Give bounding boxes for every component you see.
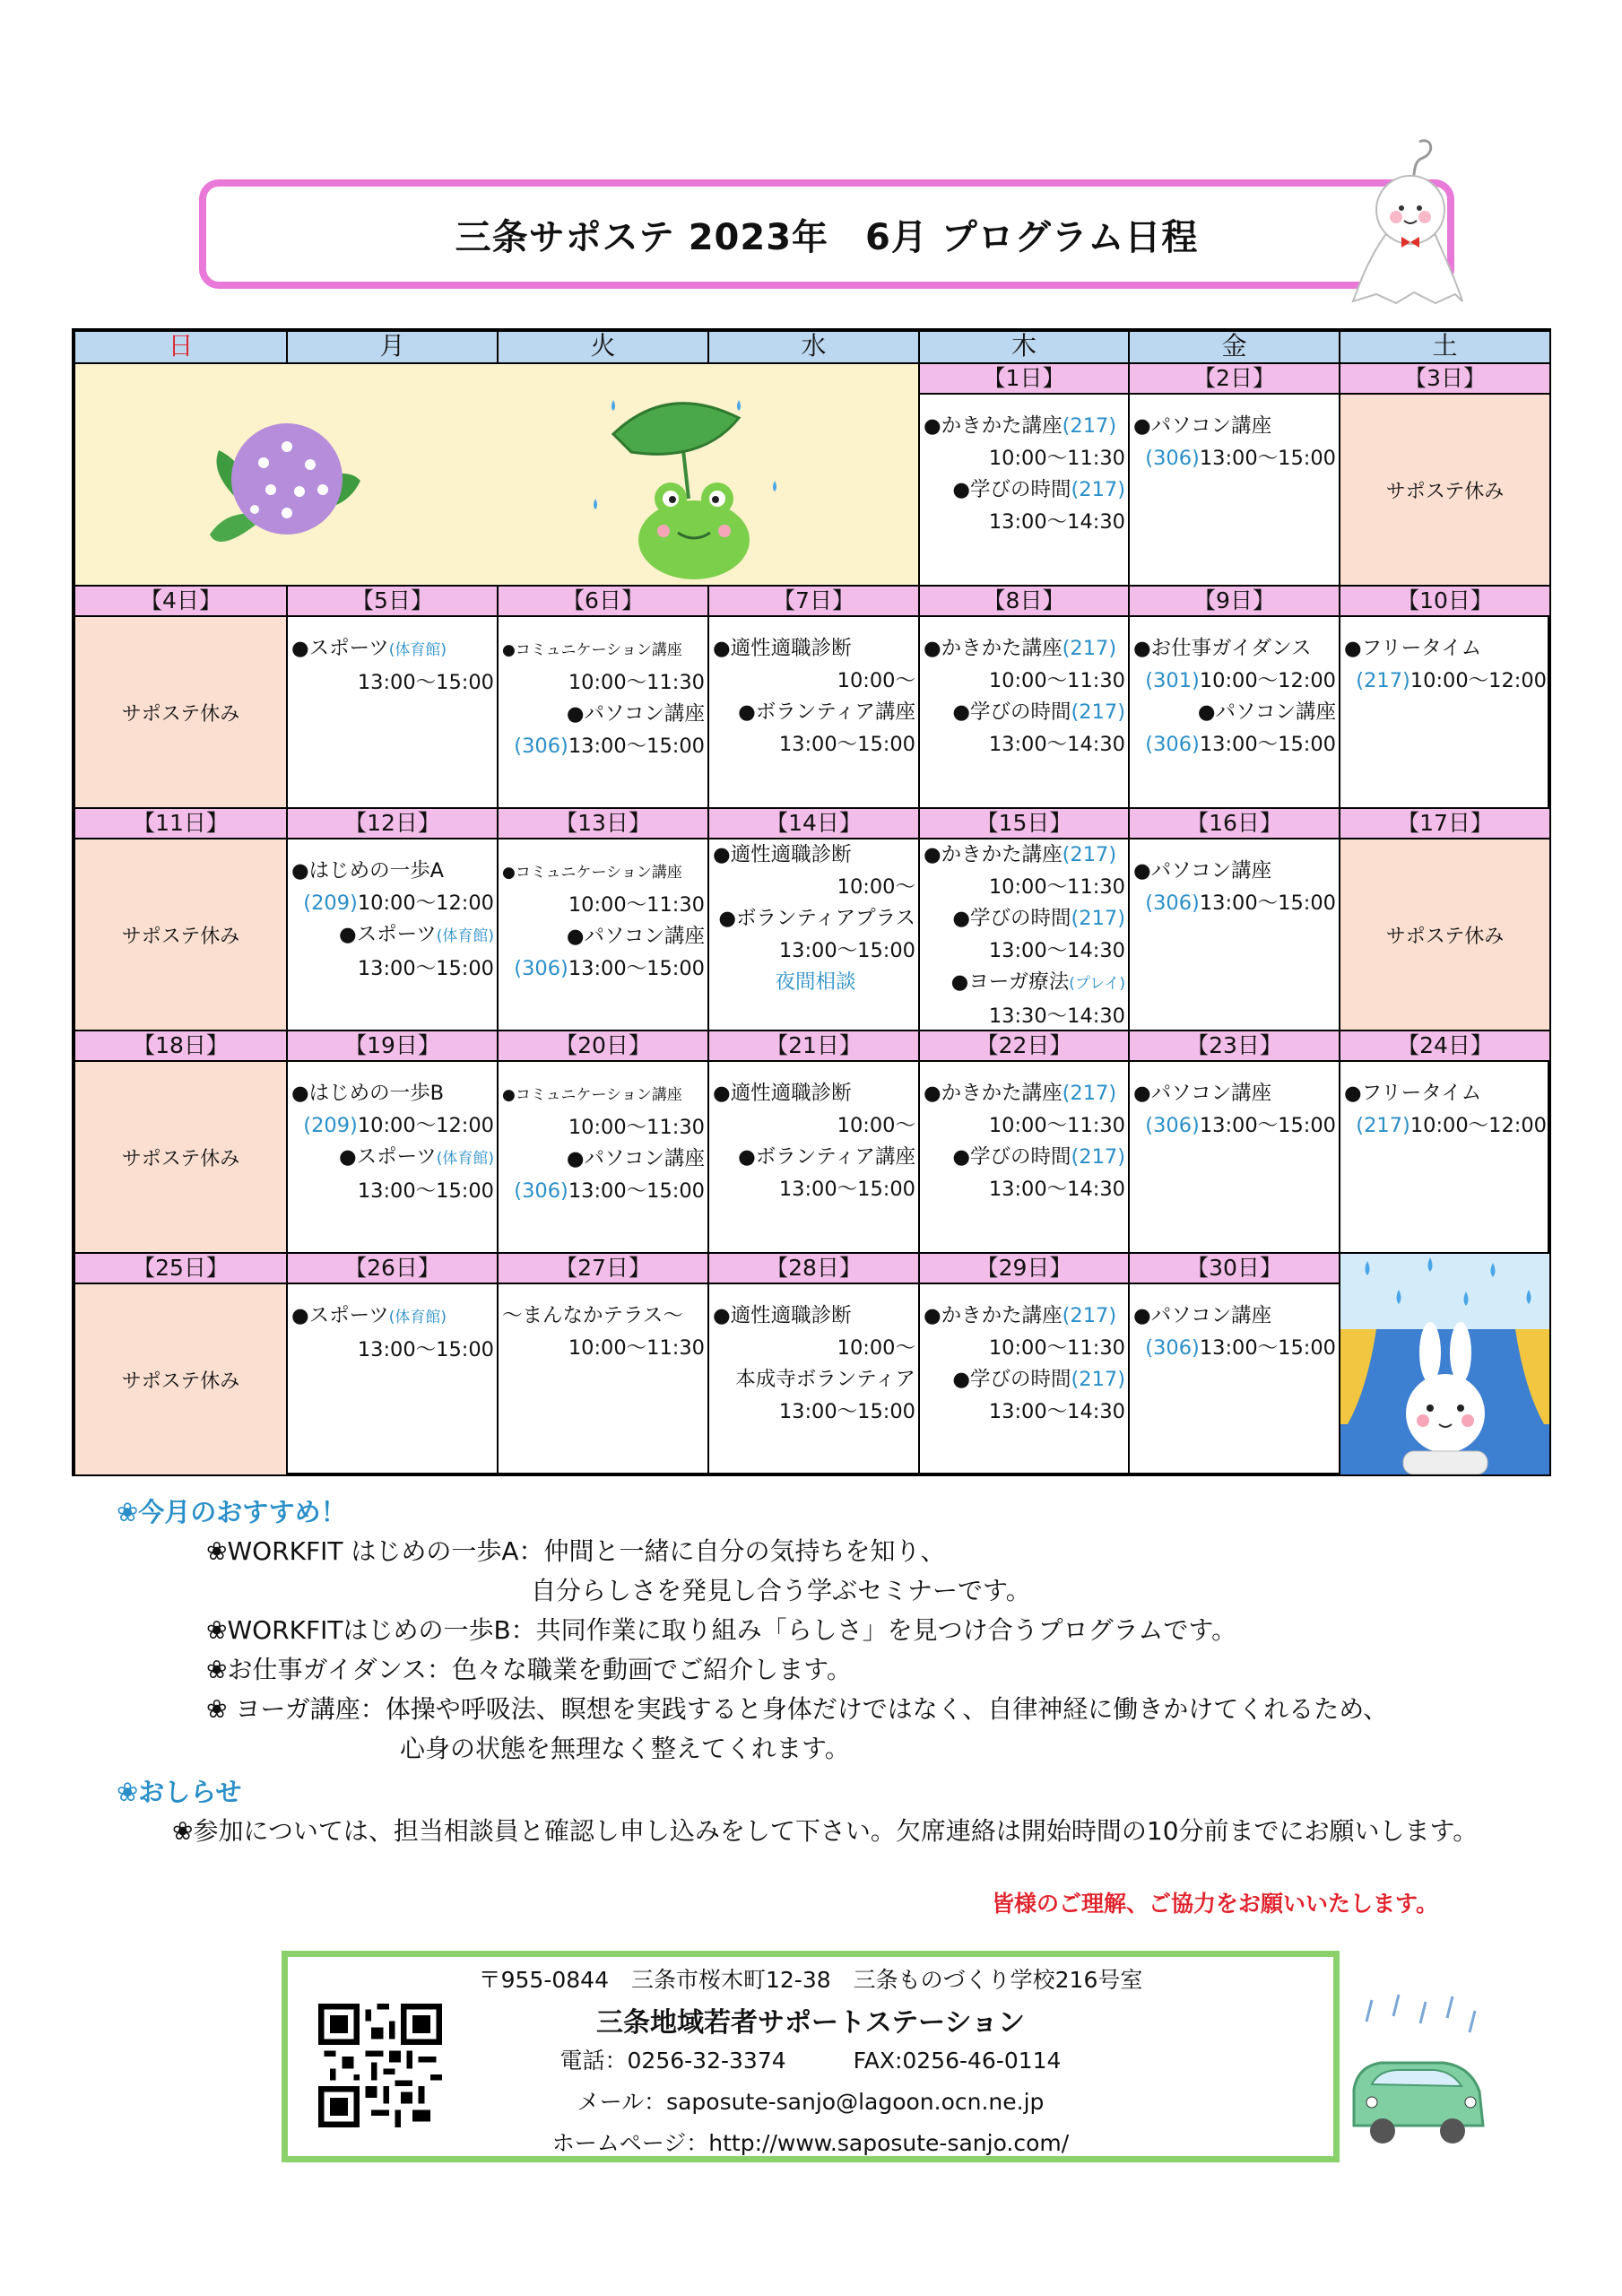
room-label: (プレイ): [1069, 975, 1125, 993]
room-label: (306): [514, 956, 568, 980]
event-line: [499, 1078, 707, 1112]
room-label: (217): [1071, 1368, 1125, 1391]
day-events: [920, 1284, 1130, 1476]
event-line: [499, 890, 707, 922]
event-text: ●ボランティア講座: [738, 1145, 915, 1169]
weekday-header: 金: [1130, 332, 1340, 364]
date-label: 【5日】: [288, 587, 499, 617]
day-events: [1340, 617, 1551, 809]
event-text: 13:00～14:30: [988, 1399, 1125, 1423]
event-line: [1340, 1110, 1549, 1143]
room-label: (体育館): [388, 641, 447, 659]
day-events: [920, 617, 1130, 809]
hydrangea-icon: [210, 423, 360, 542]
footer-phone: 電話：0256-32-3374 FAX:0256-46-0114: [559, 2048, 1062, 2074]
event-line: [920, 411, 1128, 443]
day-events: [1130, 839, 1340, 1031]
footer-mail[interactable]: メール：saposute-sanjo@lagoon.ocn.ne.jp: [577, 2089, 1045, 2115]
weekday-header: 水: [709, 332, 920, 364]
event-text: 13:00～14:30: [988, 1177, 1125, 1201]
event-line: [1130, 1300, 1339, 1333]
closed-label: サポステ休み: [121, 925, 240, 948]
event-line: [920, 1333, 1128, 1365]
event-text: ●パソコン講座: [1133, 414, 1272, 438]
event-text: ●コミュニケーション講座: [502, 864, 682, 882]
date-label: 【19日】: [288, 1031, 499, 1062]
closed-day: [75, 839, 288, 1031]
event-line: [920, 633, 1128, 665]
event-text: ●コミュニケーション講座: [502, 641, 682, 659]
event-text: 10:00～12:00: [357, 1113, 494, 1137]
contact-footer: [282, 1951, 1340, 2162]
event-line: [709, 1174, 918, 1206]
event-line: [288, 1300, 497, 1335]
date-label: 【2日】: [1130, 364, 1340, 395]
event-text: ～まんなかテラス～: [502, 1304, 683, 1327]
footer-address: 〒955-0844 三条市桜木町12-38 三条ものづくり学校216号室: [478, 1967, 1143, 1993]
event-text: 10:00～11:30: [568, 670, 705, 694]
room-label: (217): [1356, 1113, 1410, 1137]
event-line: [709, 872, 918, 904]
day-events: [499, 1062, 709, 1254]
event-text: ●コミュニケーション講座: [502, 1086, 682, 1104]
date-label: 【12日】: [288, 809, 499, 839]
closed-label: サポステ休み: [121, 1147, 240, 1170]
day-events: [1130, 617, 1340, 809]
day-events: [709, 839, 920, 1031]
event-line: [499, 856, 707, 890]
day-events: [288, 839, 499, 1031]
event-line: [709, 729, 918, 761]
event-line: [920, 1001, 1128, 1032]
date-label: 【16日】: [1130, 809, 1340, 839]
footer-web[interactable]: ホームページ：http://www.saposute-sanjo.com/: [551, 2130, 1070, 2156]
day-events: [1130, 1062, 1340, 1254]
event-line: [1130, 856, 1339, 888]
qr-code[interactable]: [318, 2004, 442, 2127]
event-line: [709, 1300, 918, 1333]
event-line: [920, 1396, 1128, 1429]
event-line: [1130, 443, 1339, 475]
event-text: 13:00～15:00: [357, 1178, 494, 1203]
event-text: 10:00～: [837, 668, 915, 692]
event-text: 13:00～15:00: [357, 1337, 494, 1361]
day-events: [1130, 395, 1340, 587]
event-line: [499, 953, 707, 986]
event-line: [920, 1174, 1128, 1206]
event-line: [499, 731, 707, 763]
event-line: [920, 1078, 1128, 1110]
event-line: [288, 1078, 497, 1110]
event-line: [709, 1110, 918, 1143]
event-line: [499, 1333, 707, 1365]
event-line: [1130, 411, 1339, 443]
event-text: 13:30～14:30: [988, 1004, 1125, 1028]
date-label: 【28日】: [709, 1254, 920, 1284]
date-label: 【9日】: [1130, 587, 1340, 617]
date-label: 【11日】: [75, 809, 288, 839]
event-line: [1340, 665, 1549, 698]
event-text: ●スポーツ: [291, 1304, 389, 1327]
footer-org: 三条地域若者サポートステーション: [596, 2007, 1025, 2039]
event-text: 13:00～14:30: [988, 938, 1125, 962]
event-line: [1130, 665, 1339, 698]
weekday-header: 木: [920, 332, 1130, 364]
event-text: 10:00～11:30: [568, 1335, 705, 1360]
frog-umbrella-icon: [594, 400, 776, 579]
date-label: 【1日】: [920, 364, 1130, 395]
event-text: 13:00～15:00: [568, 734, 705, 758]
event-line: [499, 699, 707, 731]
day-events: [288, 617, 499, 809]
event-text: 10:00～12:00: [357, 891, 494, 915]
day-events: [288, 1062, 499, 1254]
event-text: 13:00～15:00: [568, 1178, 705, 1203]
recommend-line-6: 心身の状態を無理なく整えてくれます。: [400, 1734, 850, 1763]
recommend-line-3: ❀WORKFITはじめの一歩B：共同作業に取り組み「らしさ」を見つけ合うプログラムです。: [206, 1615, 1237, 1645]
event-line: [499, 633, 707, 667]
event-text: ●かきかた講座: [924, 1304, 1063, 1327]
room-label: (306): [1145, 891, 1200, 915]
event-text: 13:00～15:00: [778, 1177, 915, 1201]
thanks-text: 皆様のご理解、ご協力をお願いいたします。: [992, 1891, 1439, 1917]
room-label: (217): [1062, 1304, 1117, 1327]
event-text: ●パソコン講座: [1133, 859, 1272, 883]
event-line: [288, 856, 497, 888]
event-text: ●かきかた講座: [924, 1082, 1063, 1105]
event-line: [920, 903, 1128, 935]
date-label: 【18日】: [75, 1031, 288, 1062]
event-text: 本成寺ボランティア: [735, 1368, 915, 1391]
event-text: ●ボランティアプラス: [718, 907, 915, 930]
event-text: ●学びの時間: [952, 1145, 1071, 1169]
event-line: [288, 633, 497, 667]
event-line: [1130, 1078, 1339, 1110]
event-line: [920, 839, 1128, 872]
room-label: (306): [1145, 1113, 1200, 1137]
event-text: 13:00～15:00: [568, 956, 705, 980]
day-events: [1340, 1062, 1551, 1254]
day-events: [920, 1062, 1130, 1254]
room-label: (217): [1071, 1145, 1125, 1169]
event-text: ●かきかた講座: [924, 414, 1063, 438]
date-label: 【21日】: [709, 1031, 920, 1062]
event-line: [1340, 633, 1549, 665]
event-line: [920, 697, 1128, 729]
event-text: 13:00～15:00: [1199, 1113, 1336, 1137]
event-line: [1130, 729, 1339, 761]
event-line: [709, 1364, 918, 1396]
day-events: [920, 839, 1130, 1031]
event-text: ●学びの時間: [952, 478, 1071, 501]
event-text: ●はじめの一歩A: [291, 859, 445, 883]
date-label: 【14日】: [709, 809, 920, 839]
event-line: [1130, 888, 1339, 920]
event-text: 10:00～11:30: [988, 1113, 1125, 1137]
closed-day: [75, 1062, 288, 1254]
event-text: 10:00～11:30: [988, 1335, 1125, 1360]
rabbit-window-panel: [1340, 1254, 1551, 1476]
room-label: (体育館): [436, 927, 494, 945]
event-line: [709, 665, 918, 698]
date-label: 【8日】: [920, 587, 1130, 617]
event-text: 13:00～15:00: [357, 670, 494, 694]
notice-heading: ❀おしらせ: [117, 1777, 242, 1807]
event-text: ●適性適職診断: [713, 1304, 852, 1327]
event-text: ●パソコン講座: [566, 702, 705, 726]
weekday-header: 土: [1340, 332, 1551, 364]
event-text: ●フリータイム: [1344, 1082, 1482, 1105]
event-line: [709, 839, 918, 872]
date-label: 【29日】: [920, 1254, 1130, 1284]
event-line: [1340, 1078, 1549, 1110]
event-text: ●パソコン講座: [1133, 1082, 1272, 1105]
closed-day: [75, 1284, 288, 1476]
event-line: [709, 935, 918, 968]
event-line: [920, 1142, 1128, 1174]
car-rain-icon: [1336, 1991, 1488, 2148]
room-label: (306): [1145, 446, 1200, 470]
event-text: ●スポーツ: [339, 923, 437, 946]
event-text: 10:00～11:30: [568, 892, 705, 917]
room-label: (217): [1356, 668, 1410, 692]
event-text: ●適性適職診断: [713, 843, 852, 866]
event-line: [920, 967, 1128, 1001]
event-line: [709, 1142, 918, 1174]
event-line: [709, 633, 918, 665]
event-text: 13:00～14:30: [988, 509, 1125, 534]
event-line: [920, 507, 1128, 539]
event-text: ●適性適職診断: [713, 637, 852, 660]
day-events: [499, 1284, 709, 1476]
recommend-line-5: ❀ ヨーガ講座：体操や呼吸法、瞑想を実践すると身体だけではなく、自律神経に働きかけてくれるため、: [206, 1694, 1389, 1724]
event-text: ●ヨーガ療法: [950, 970, 1070, 994]
event-line: [920, 935, 1128, 968]
event-text: ●フリータイム: [1344, 637, 1482, 660]
event-text: ●学びの時間: [952, 907, 1071, 930]
event-text: ●パソコン講座: [566, 925, 705, 948]
closed-label: サポステ休み: [1385, 480, 1505, 503]
room-label: (306): [1145, 732, 1200, 756]
date-label: 【15日】: [920, 809, 1130, 839]
room-label: (217): [1062, 414, 1117, 438]
event-line: [709, 697, 918, 729]
event-text: 10:00～11:30: [988, 668, 1125, 692]
event-text: 13:00～14:30: [988, 732, 1125, 756]
date-label: 【7日】: [709, 587, 920, 617]
event-line: [709, 967, 918, 999]
event-text: ●パソコン講座: [566, 1147, 705, 1170]
event-line: [709, 1333, 918, 1365]
date-label: 【13日】: [499, 809, 709, 839]
event-line: [920, 1110, 1128, 1143]
event-line: [288, 888, 497, 920]
date-label: 【20日】: [499, 1031, 709, 1062]
closed-label: サポステ休み: [1385, 925, 1505, 948]
recommend-line-1: ❀WORKFIT はじめの一歩A：仲間と一緒に自分の気持ちを知り、: [206, 1536, 946, 1566]
event-text: ●パソコン講座: [1197, 700, 1336, 724]
event-text: ●かきかた講座: [924, 843, 1063, 866]
event-line: [288, 1176, 497, 1208]
day-events: [709, 1062, 920, 1254]
date-label: 【30日】: [1130, 1254, 1340, 1284]
room-label: (217): [1071, 700, 1125, 724]
room-label: (306): [514, 734, 568, 758]
event-line: [288, 919, 497, 953]
event-line: [288, 1335, 497, 1367]
room-label: (301): [1145, 668, 1200, 692]
date-label: 【25日】: [75, 1254, 288, 1284]
date-label: 【6日】: [499, 587, 709, 617]
room-label: (217): [1062, 1082, 1117, 1105]
room-label: (217): [1062, 637, 1117, 660]
date-label: 【22日】: [920, 1031, 1130, 1062]
event-text: 10:00～11:30: [568, 1115, 705, 1139]
event-line: [288, 1142, 497, 1176]
event-text: ●スポーツ: [339, 1145, 437, 1169]
date-label: 【26日】: [288, 1254, 499, 1284]
event-line: [920, 665, 1128, 698]
event-text: 10:00～11:30: [988, 874, 1125, 899]
weekday-header: 日: [75, 332, 288, 364]
room-label: (306): [514, 1178, 568, 1203]
weekday-header: 月: [288, 332, 499, 364]
room-label: (体育館): [388, 1309, 447, 1326]
event-line: [709, 1078, 918, 1110]
closed-label: サポステ休み: [121, 1370, 240, 1393]
event-text: ●パソコン講座: [1133, 1304, 1272, 1327]
day-events: [499, 617, 709, 809]
event-text: ●お仕事ガイダンス: [1133, 637, 1312, 660]
room-label: 夜間相談: [775, 970, 856, 994]
event-line: [1130, 697, 1339, 729]
closed-label: サポステ休み: [121, 702, 240, 726]
day-events: [709, 617, 920, 809]
event-text: 10:00～: [837, 1113, 915, 1137]
recommend-line-2: 自分らしさを発見し合う学ぶセミナーです。: [531, 1576, 1031, 1605]
event-text: ●ボランティア講座: [738, 700, 915, 724]
event-text: ●はじめの一歩B: [291, 1082, 445, 1105]
room-label: (217): [1071, 478, 1125, 501]
event-line: [499, 1144, 707, 1176]
event-text: 10:00～: [837, 874, 915, 899]
event-line: [920, 729, 1128, 761]
event-text: ●スポーツ: [291, 637, 389, 660]
event-line: [288, 953, 497, 986]
room-label: (209): [303, 891, 358, 915]
event-text: 10:00～: [837, 1335, 915, 1360]
event-line: [499, 921, 707, 953]
date-label: 【24日】: [1340, 1031, 1551, 1062]
event-line: [920, 1364, 1128, 1396]
event-line: [499, 667, 707, 700]
day-events: [288, 1284, 499, 1476]
event-line: [709, 903, 918, 935]
event-text: 10:00～12:00: [1409, 668, 1547, 692]
date-label: 【27日】: [499, 1254, 709, 1284]
event-line: [920, 474, 1128, 507]
event-text: 13:00～15:00: [1199, 1335, 1336, 1360]
event-text: 10:00～12:00: [1409, 1113, 1547, 1137]
event-text: ●適性適職診断: [713, 1082, 852, 1105]
closed-day: [75, 617, 288, 809]
event-text: ●学びの時間: [952, 1368, 1071, 1391]
event-text: 10:00～11:30: [988, 446, 1125, 470]
day-events: [920, 395, 1130, 587]
event-line: [288, 667, 497, 700]
day-events: [709, 1284, 920, 1476]
day-events: [499, 839, 709, 1031]
event-line: [288, 1110, 497, 1143]
teru-teru-bozu-icon: [1349, 135, 1466, 305]
room-label: (217): [1062, 843, 1117, 866]
closed-day: [1340, 839, 1551, 1031]
notice-line: ❀参加については、担当相談員と確認し申し込みをして下さい。欠席連絡は開始時間の10分前までにお願いします。: [172, 1816, 1479, 1846]
date-label: 【3日】: [1340, 364, 1551, 395]
event-text: 10:00～12:00: [1199, 668, 1336, 692]
recommend-heading: ❀今月のおすすめ！: [117, 1497, 347, 1527]
calendar-grid: [72, 328, 1551, 1476]
event-text: 13:00～15:00: [1199, 732, 1336, 756]
room-label: (217): [1071, 907, 1125, 930]
event-text: 13:00～15:00: [778, 732, 915, 756]
event-text: 13:00～15:00: [778, 938, 915, 962]
day-events: [1130, 1284, 1340, 1476]
event-line: [920, 443, 1128, 475]
illustration-panel: [75, 364, 920, 587]
event-text: 13:00～15:00: [1199, 446, 1336, 470]
date-label: 【23日】: [1130, 1031, 1340, 1062]
event-text: 13:00～15:00: [1199, 891, 1336, 915]
page-title: 三条サポステ 2023年 6月 プログラム日程: [455, 216, 1199, 258]
event-text: 13:00～15:00: [357, 956, 494, 980]
event-line: [920, 872, 1128, 904]
event-line: [1130, 633, 1339, 665]
event-line: [1130, 1110, 1339, 1143]
date-label: 【17日】: [1340, 809, 1551, 839]
weekday-header: 火: [499, 332, 709, 364]
rabbit-window-icon: [1340, 1254, 1551, 1476]
event-line: [709, 1396, 918, 1429]
event-line: [499, 1300, 707, 1333]
event-text: ●かきかた講座: [924, 637, 1063, 660]
room-label: (306): [1145, 1335, 1200, 1360]
date-label: 【10日】: [1340, 587, 1551, 617]
event-line: [920, 1300, 1128, 1333]
event-text: 13:00～15:00: [778, 1399, 915, 1423]
event-line: [499, 1112, 707, 1144]
event-text: ●学びの時間: [952, 700, 1071, 724]
room-label: (209): [303, 1113, 358, 1137]
date-label: 【4日】: [75, 587, 288, 617]
recommend-line-4: ❀お仕事ガイダンス：色々な職業を動画でご紹介します。: [206, 1655, 852, 1684]
room-label: (体育館): [436, 1150, 494, 1168]
event-line: [1130, 1333, 1339, 1365]
page-title-box: [199, 179, 1454, 289]
event-line: [499, 1176, 707, 1208]
closed-day: [1340, 395, 1551, 587]
